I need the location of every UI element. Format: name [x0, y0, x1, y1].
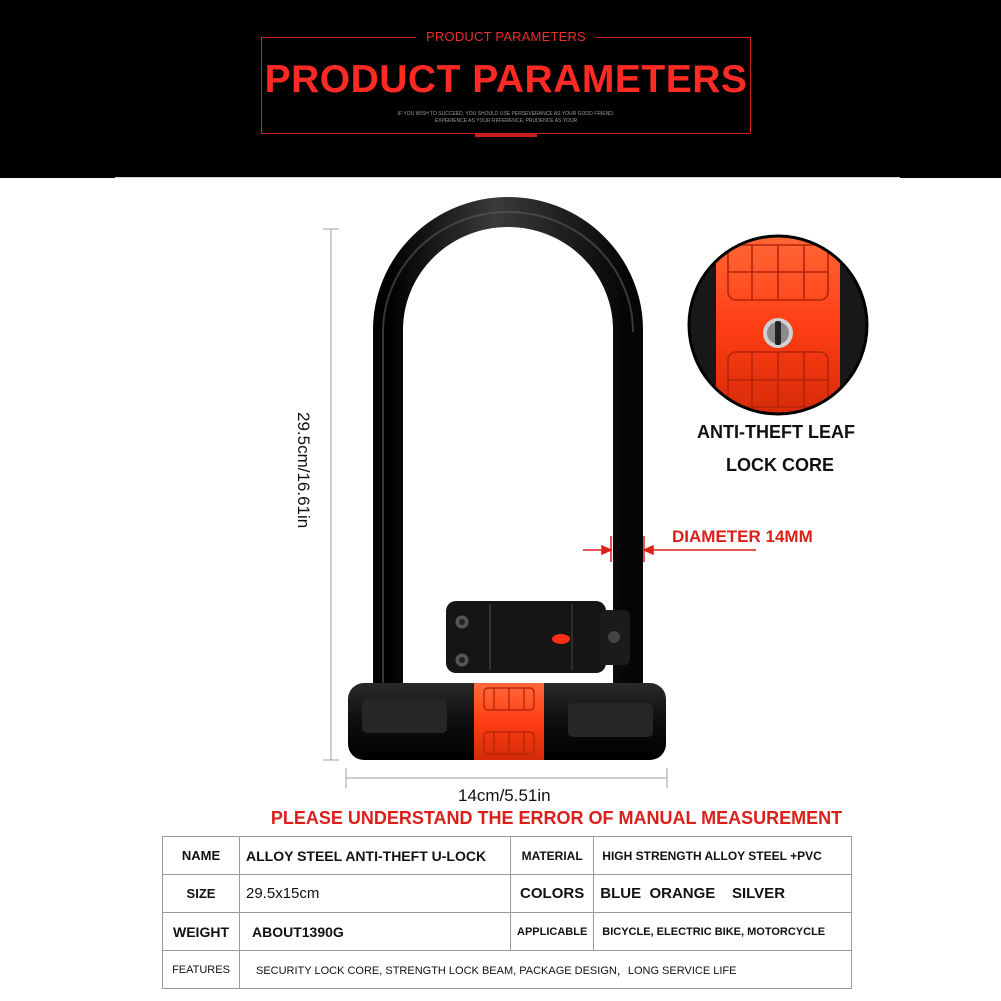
spec-value-features: SECURITY LOCK CORE, STRENGTH LOCK BEAM, PACKAGE DESIGN，LONG SERVICE LIFE: [240, 951, 852, 989]
diameter-label: DIAMETER 14MM: [672, 527, 813, 546]
spec-key-size: SIZE: [163, 875, 240, 913]
spec-key-material: MATERIAL: [511, 837, 594, 875]
spec-key-weight: WEIGHT: [163, 913, 240, 951]
table-row: [163, 875, 852, 913]
spec-key-name: NAME: [163, 837, 240, 875]
header-frame-label: PRODUCT PARAMETERS: [416, 29, 596, 44]
mount-bracket: [446, 601, 630, 673]
width-label: 14cm/5.51in: [458, 786, 551, 805]
width-dimension-line: [346, 768, 667, 788]
spec-value-material: HIGH STRENGTH ALLOY STEEL +PVC: [594, 837, 852, 875]
header-tagline: IF YOU WISH TO SUCCEED, YOU SHOULD USE PERSEVERANCE AS YOUR GOOD FRIEND, EXPERIENCE AS YOUR REFERENCE, PRUDENCE AS YOUR: [397, 111, 615, 124]
height-label: 29.5cm/16.61in: [294, 412, 313, 529]
height-dimension-line: [323, 229, 339, 760]
spec-value-applicable: BICYCLE, ELECTRIC BIKE, MOTORCYCLE: [594, 913, 852, 951]
spec-table: [162, 836, 852, 989]
spec-key-colors: COLORS: [511, 875, 594, 913]
lock-core-closeup: [680, 230, 880, 420]
spec-value-size: 29.5x15cm: [240, 875, 511, 913]
spec-value-colors: BLUE ORANGE SILVER: [594, 875, 852, 913]
table-row: [163, 837, 852, 875]
spec-value-name: ALLOY STEEL ANTI-THEFT U-LOCK: [240, 837, 511, 875]
spec-key-applicable: APPLICABLE: [511, 913, 594, 951]
spec-value-weight: ABOUT1390G: [240, 913, 511, 951]
keyhole-icon: [763, 318, 793, 348]
table-row: [163, 951, 852, 989]
lock-body: [348, 683, 666, 760]
lock-core-label-line1: ANTI-THEFT LEAF: [697, 422, 855, 442]
measurement-notice: PLEASE UNDERSTAND THE ERROR OF MANUAL MEASUREMENT: [270, 808, 843, 828]
lock-core-label-line2: LOCK CORE: [726, 455, 834, 475]
page-title: PRODUCT PARAMETERS: [264, 58, 748, 101]
spec-key-features: FEATURES: [163, 951, 240, 989]
table-row: [163, 913, 852, 951]
